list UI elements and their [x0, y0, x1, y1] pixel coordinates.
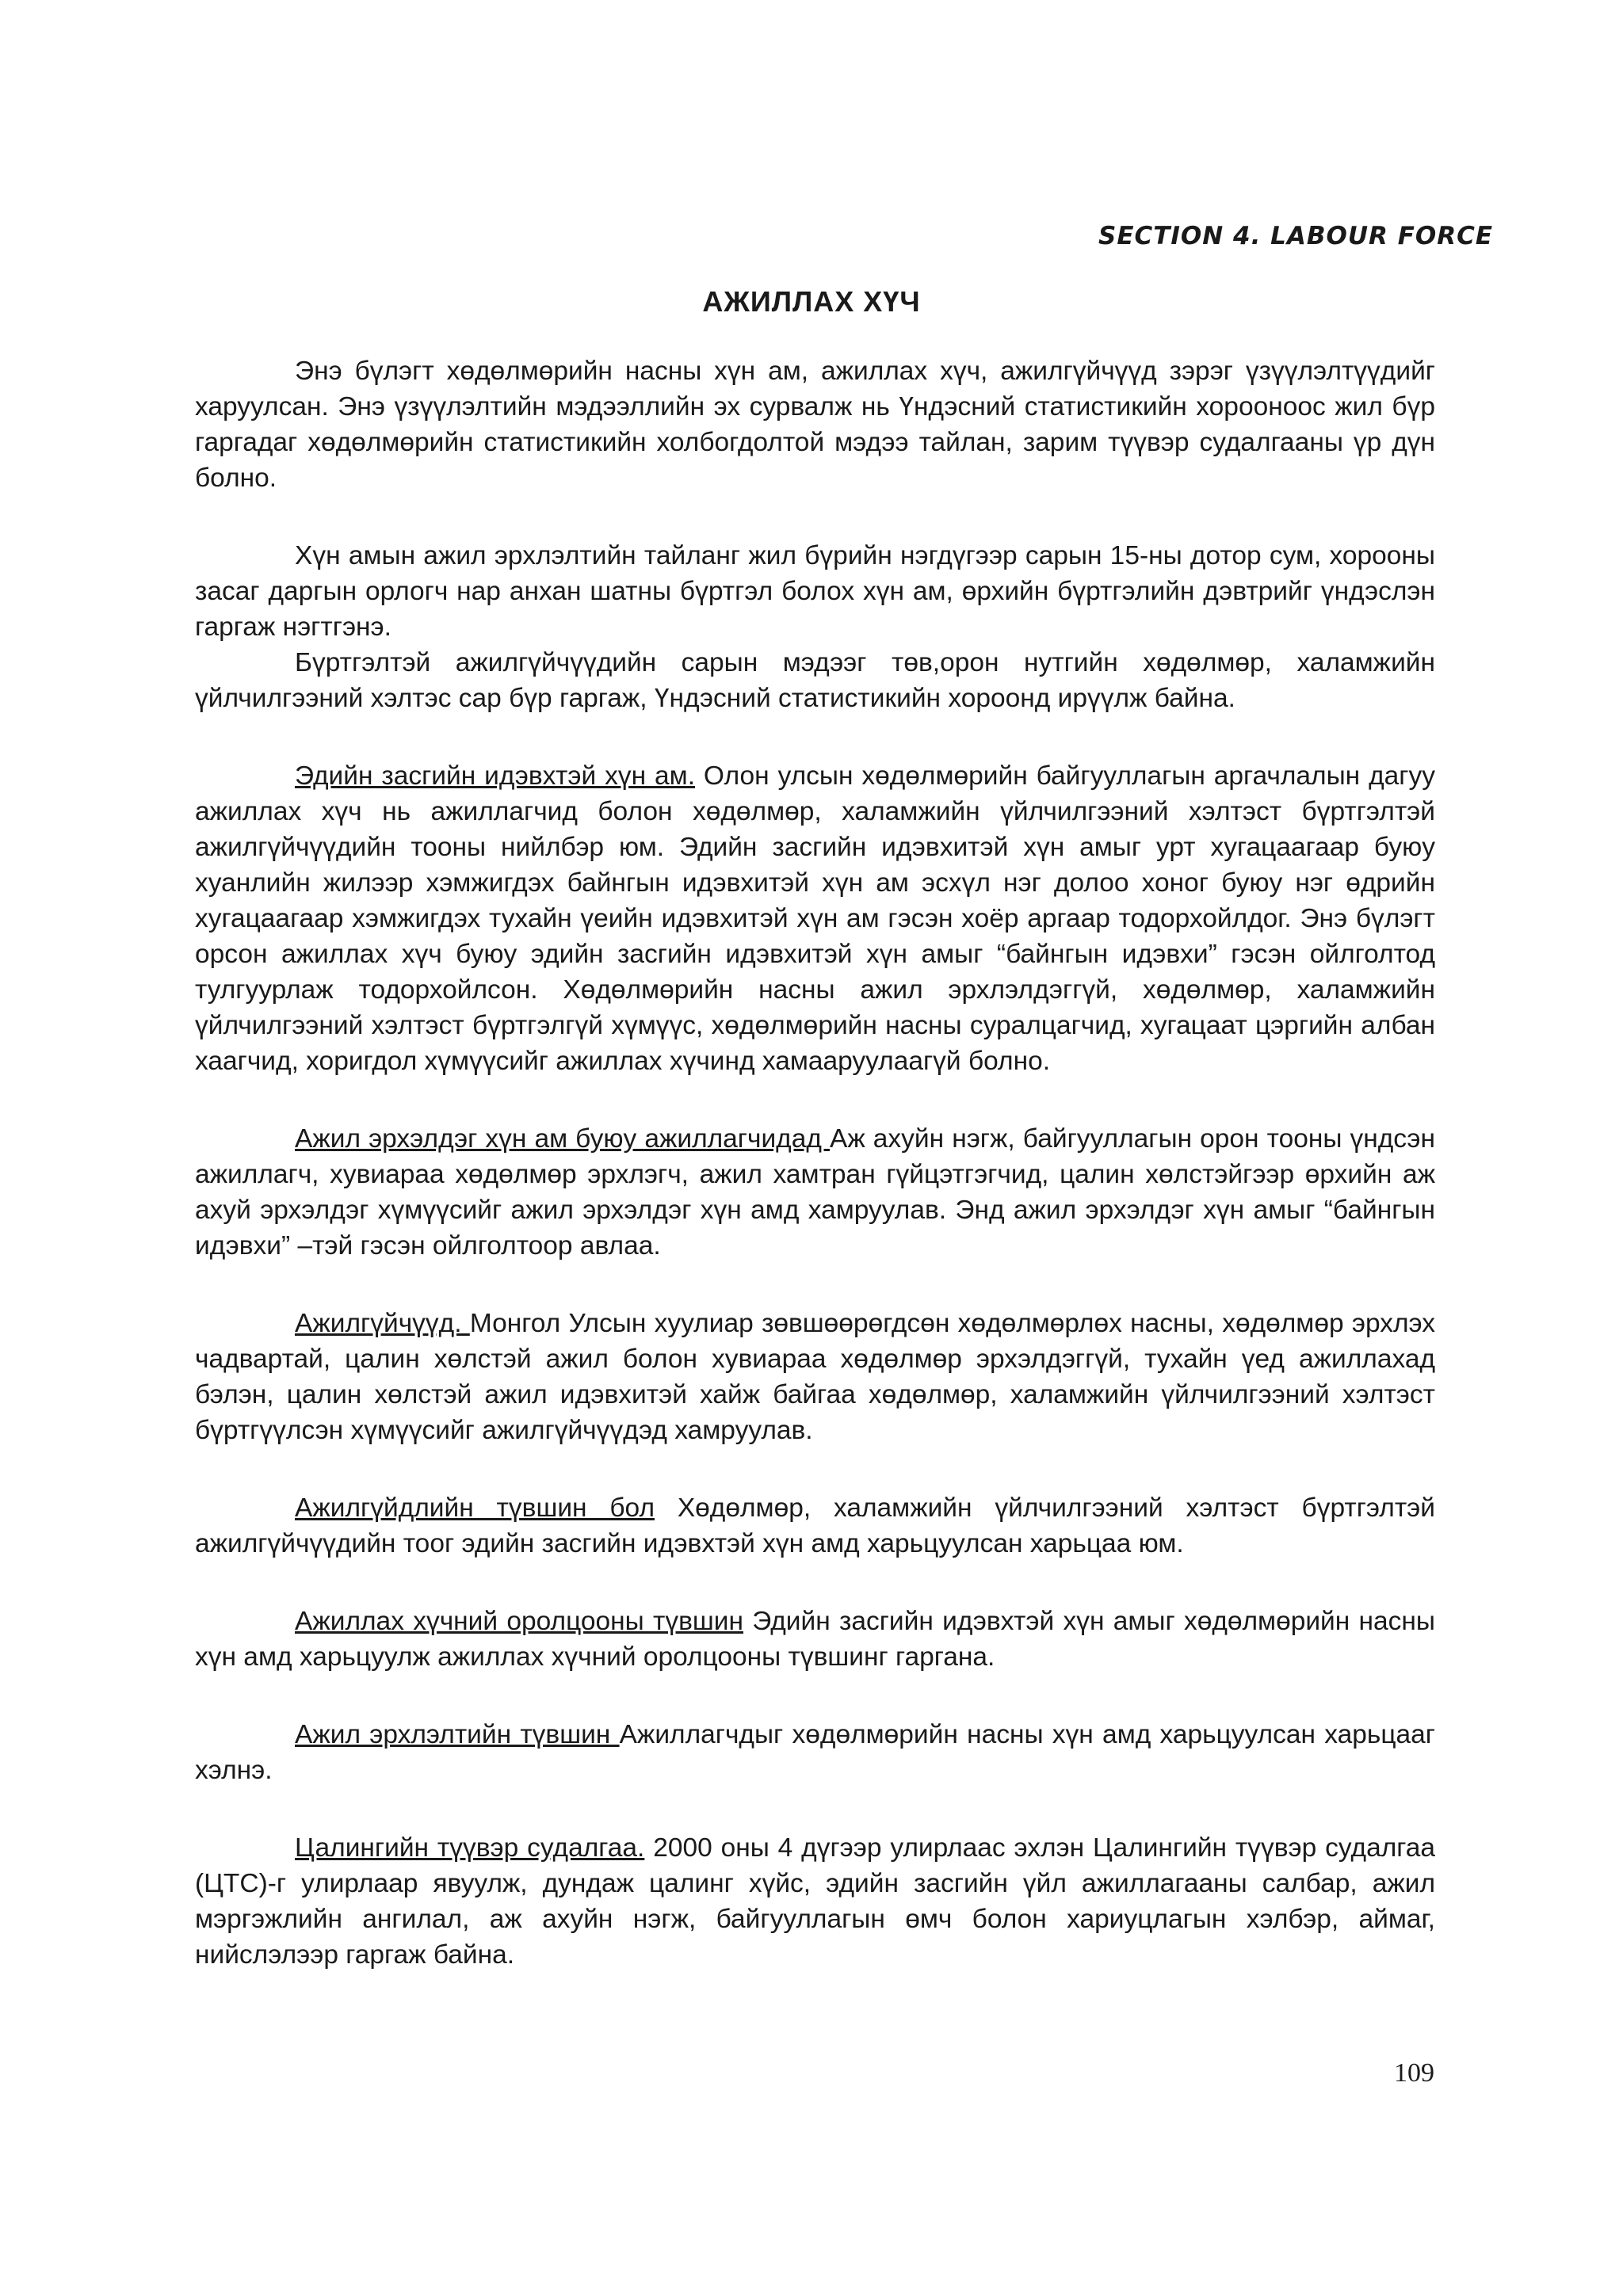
- paragraph-text: Ажиллагчдыг хөдөлмөрийн насны хүн амд харьцуулсан харьцааг хэлнэ.: [195, 1720, 1435, 1785]
- paragraph: [195, 1306, 1435, 1448]
- paragraph: [195, 1490, 1435, 1562]
- paragraph-text: 2000 оны 4 дүгээр улирлаас эхлэн Цалингийн түүвэр судалгаа (ЦТС)-г улирлаар явуулж, дундаж цалинг хүйс, эдийн засгийн үйл ажиллагааны салбар, ажил мэргэжлийн ангилал, аж ахуйн нэгж, байгууллагын өмч болон хариуцлагын хэлбэр, аймаг, нийслэлээр гаргаж байна.: [195, 1833, 1436, 1970]
- term-heading: Цалингийн түүвэр судалгаа.: [295, 1833, 645, 1863]
- section-label: SECTION 4. LABOUR FORCE: [1098, 222, 1494, 250]
- term-heading: Эдийн засгийн идэвхтэй хүн ам.: [295, 761, 695, 791]
- paragraph: [195, 758, 1435, 1079]
- paragraph-text: Хөдөлмөр, халамжийн үйлчилгээний хэлтэст бүртгэлтэй ажилгүйчүүдийн тоог эдийн засгийн идэвхтэй хүн амд харьцуулсан харьцаа юм.: [195, 1493, 1435, 1558]
- paragraph: [195, 1121, 1435, 1264]
- paragraph-text: Эдийн засгийн идэвхтэй хүн амыг хөдөлмөрийн насны хүн амд харьцуулж ажиллах хүчний оролцооны түвшинг гаргана.: [195, 1607, 1436, 1672]
- term-heading: Ажил эрхлэлтийн түвшин: [295, 1720, 620, 1749]
- page-number: 109: [1394, 2058, 1434, 2088]
- page-title: АЖИЛЛАХ ХҮЧ: [702, 285, 921, 318]
- term-heading: Ажиллах хүчний оролцооны түвшин: [295, 1607, 743, 1636]
- paragraph: [195, 538, 1435, 645]
- paragraph: [195, 1604, 1435, 1675]
- paragraph-text: Аж ахуйн нэгж, байгууллагын орон тооны үндсэн ажиллагч, хувиараа хөдөлмөр эрхлэгч, ажил хамтран гүйцэтгэгчид, цалин хөлстэйгээр өрхийн аж ахуй эрхэлдэг хүмүүсийг ажил эрхэлдэг хүн амд хамруулав. Энд ажил эрхэлдэг хүн амыг “байнгын идэвхи” –тэй гэсэн ойлголтоор авлаа.: [195, 1124, 1435, 1261]
- paragraph-text: Энэ бүлэгт хөдөлмөрийн насны хүн ам, ажиллах хүч, ажилгүйчүүд зэрэг үзүүлэлтүүдийг харуулсан. Энэ үзүүлэлтийн мэдээллийн эх сурвалж нь Үндэсний статистикийн хорооноос жил бүр гаргадаг хөдөлмөрийн статистикийн холбогдолтой мэдээ тайлан, зарим түүвэр судалгааны үр дүн болно.: [195, 357, 1435, 493]
- paragraph: [195, 645, 1435, 716]
- term-heading: Ажилгүйдлийн түвшин бол: [295, 1493, 655, 1523]
- paragraph: [195, 1830, 1435, 1973]
- section-header: [1078, 212, 1494, 260]
- paragraph: [195, 1717, 1435, 1788]
- paragraph-text: Олон улсын хөдөлмөрийн байгууллагын аргачлалын дагуу ажиллах хүч нь ажиллагчид болон хөдөлмөр, халамжийн үйлчилгээний хэлтэст бүртгэлтэй ажилгүйчүүдийн тооны нийлбэр юм. Эдийн засгийн идэвхитэй хүн амыг урт хугацаагаар буюу хуанлийн жилээр хэмжигдэх байнгын идэвхитэй хүн ам эсхүл нэг долоо хоног буюу нэг өдрийн хугацаагаар хэмжигдэх тухайн үеийн идэвхитэй хүн ам гэсэн хоёр аргаар тодорхойлдог. Энэ бүлэгт орсон ажиллах хүч буюу эдийн засгийн идэвхитэй хүн амыг “байнгын идэвхи” гэсэн ойлголтод тулгуурлаж тодорхойлсон. Хөдөлмөрийн насны ажил эрхлэлдэггүй, хөдөлмөр, халамжийн үйлчилгээний хэлтэст бүртгэлгүй хүмүүс, хөдөлмөрийн насны суралцагчид, хугацаат цэргийн албан хаагчид, хоригдол хүмүүсийг ажиллах хүчинд хамааруулаагүй болно.: [195, 761, 1435, 1076]
- body-text: [195, 353, 1435, 1973]
- paragraph-text: Бүртгэлтэй ажилгүйчүүдийн сарын мэдээг төв,орон нутгийн хөдөлмөр, халамжийн үйлчилгээний хэлтэс сар бүр гаргаж, Үндэсний статистикийн хороонд ирүүлж байна.: [195, 648, 1435, 713]
- term-heading: Ажилгүйчүүд.: [295, 1309, 470, 1338]
- paragraph-text: Хүн амын ажил эрхлэлтийн тайланг жил бүрийн нэгдүгээр сарын 15-ны дотор сум, хорооны засаг даргын орлогч нар анхан шатны бүртгэл болох хүн ам, өрхийн бүртгэлийн дэвтрийг үндэслэн гаргаж нэгтгэнэ.: [195, 541, 1435, 642]
- paragraph: [195, 353, 1435, 496]
- term-heading: Ажил эрхэлдэг хүн ам буюу ажиллагчидад: [295, 1124, 830, 1154]
- paragraph-text: Монгол Улсын хуулиар зөвшөөрөгдсөн хөдөлмөрлөх насны, хөдөлмөр эрхлэх чадвартай, цалин хөлстэй ажил болон хувиараа хөдөлмөр эрхэлдэггүй, тухайн үед ажиллахад бэлэн, цалин хөлстэй ажил идэвхитэй хайж байгаа хөдөлмөр, халамжийн үйлчилгээний хэлтэст бүртгүүлсэн хүмүүсийг ажилгүйчүүдэд хамруулав.: [195, 1309, 1436, 1445]
